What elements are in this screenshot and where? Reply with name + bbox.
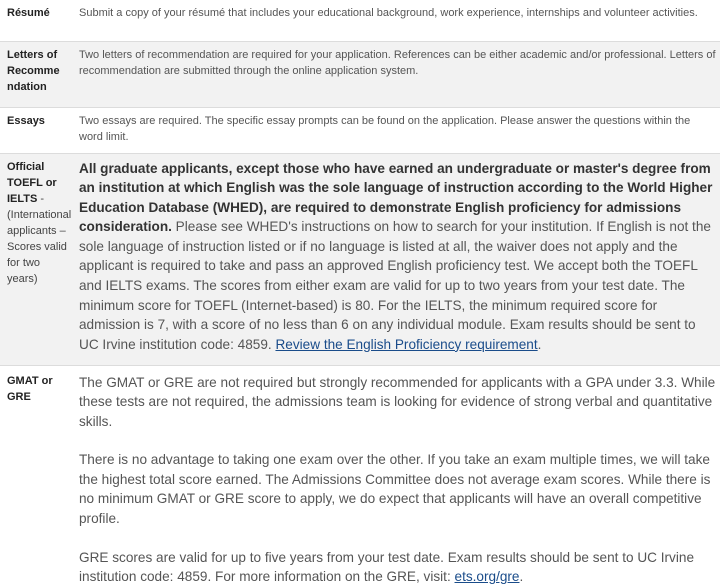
essays-description: Two essays are required. The specific essay prompts can be found on the application. Please answer the questions within the word limit.: [79, 114, 691, 143]
row-toefl-ielts: [0, 153, 720, 365]
toefl-label-separator: -: [37, 192, 45, 205]
resume-description: Submit a copy of your résumé that includes your educational background, work experience, internships and volunteer activities.: [79, 7, 698, 19]
row-description-cell: [72, 153, 720, 365]
row-essays: [0, 107, 720, 153]
gmat-paragraph-3: [79, 548, 716, 587]
row-label-cell: [0, 365, 72, 587]
row-letters-of-recommendation: [0, 41, 720, 107]
toefl-label: Official TOEFL or IELTS: [7, 160, 57, 205]
row-gmat-gre: [0, 365, 720, 587]
row-description-cell: [72, 107, 720, 153]
toefl-tail: .: [537, 336, 542, 352]
essays-label: Essays: [7, 114, 45, 127]
row-label-cell: [0, 0, 72, 41]
row-description-cell: [72, 41, 720, 107]
toefl-body-text: Please see WHED's instructions on how to search for your institution. If English is not the sole language of instruction listed or if no language is listed at all, the waiver does not apply and the applicant is required to take and pass an approved English proficiency test. We accept both the TOEFL and IELTS exams. The scores from either exam are valid for up to two years from your test date. The minimum score for TOEFL (Internet-based) is 80. For the IELTS, the minimum required score for admission is 7, with a score of no less than 6 on any individual module. Exam results should be sent to UC Irvine institution code: 4859.: [79, 219, 711, 352]
toefl-lead-text: All graduate applicants, except those who have earned an undergraduate or master's degree from an institution at which English was the sole language of instruction according to the World Higher Education Database (WHED), are required to demonstrate English proficiency for admissions consideration.: [79, 160, 713, 235]
letters-label-line1: Letters of: [7, 48, 58, 61]
ets-gre-link[interactable]: ets.org/gre: [454, 569, 520, 585]
row-description-cell: [72, 365, 720, 587]
toefl-description: [79, 159, 716, 355]
row-resume: [0, 0, 720, 41]
letters-label-line2: Recomme: [7, 64, 60, 77]
row-label-cell: [0, 153, 72, 365]
english-proficiency-link[interactable]: Review the English Proficiency requirement: [275, 336, 538, 352]
row-description-cell: [72, 0, 720, 41]
gmat-paragraph-2: There is no advantage to taking one exam over the other. If you take an exam multiple times, we will take the highest total score earned. The Admissions Committee does not average exam scores. While there is no minimum GMAT or GRE score to apply, we do expect that applicants will have an overall competitive profile.: [79, 452, 711, 527]
gre-info-text: GRE scores are valid for up to five years from your test date. Exam results should be sent to UC Irvine institution code: 4859. For more information on the GRE, visit:: [79, 549, 694, 585]
letters-description: Two letters of recommendation are required for your application. References can be either academic and/or professional. Letters of recommendation are submitted through the online application system.: [79, 48, 716, 77]
row-label-cell: [0, 107, 72, 153]
toefl-label-note: (International applicants – Scores valid for two years): [7, 208, 72, 285]
letters-label-line3: ndation: [7, 80, 47, 93]
gmat-label: GMAT or GRE: [7, 374, 53, 403]
gre-info-tail: .: [519, 569, 524, 585]
row-label-cell: [0, 41, 72, 107]
gmat-paragraph-1: The GMAT or GRE are not required but strongly recommended for applicants with a GPA under 3.3. While these tests are not required, the admissions team is looking for evidence of strong verbal and quantitative skills.: [79, 374, 716, 429]
resume-label: Résumé: [7, 7, 50, 19]
